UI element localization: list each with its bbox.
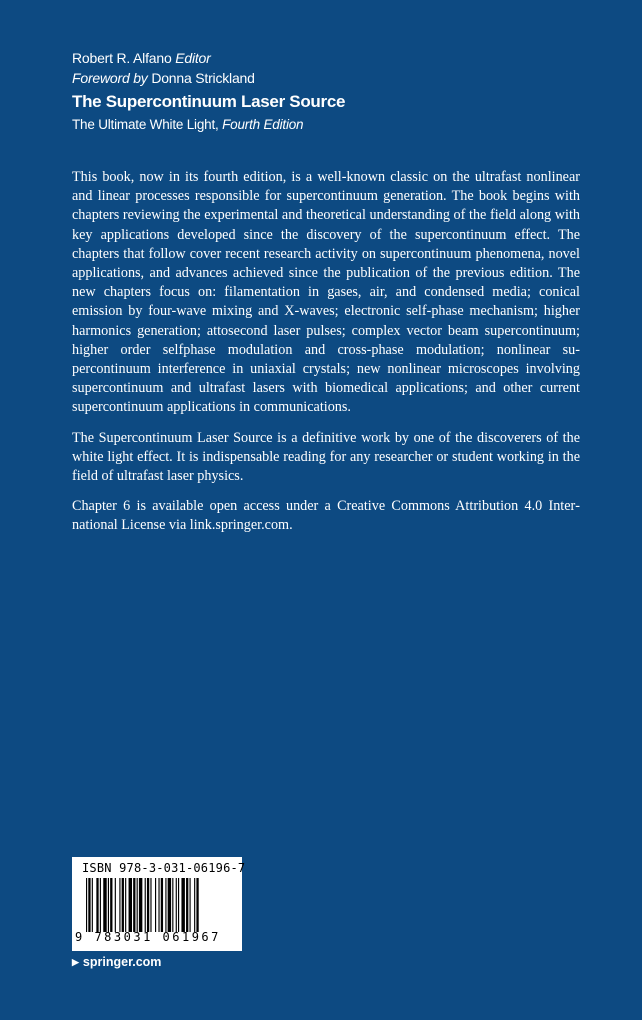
barcode-bars — [86, 878, 236, 932]
triangle-right-icon: ▶ — [72, 956, 79, 967]
editor-line — [72, 48, 592, 68]
foreword-line — [72, 68, 592, 88]
cover-header — [72, 48, 592, 135]
isbn-barcode — [72, 857, 246, 951]
editor-role: Editor — [175, 50, 211, 66]
blurb-paragraph-3: Chapter 6 is available open access under a Creative Commons Attribution 4.0 International License via link.springer.com. — [72, 498, 580, 534]
publisher-link[interactable] — [72, 955, 161, 969]
blurb-paragraph-2: The Supercontinuum Laser Source is a definitive work by one of the discoverers of the white light effect. It is indispensable reading for any researcher or student working in the field of ultrafast laser physics. — [72, 429, 580, 485]
subtitle-line — [72, 115, 592, 135]
blurb — [72, 168, 580, 547]
book-edition: Fourth Edition — [222, 117, 304, 132]
editor-name: Robert R. Alfano — [72, 50, 172, 66]
book-title: The Supercontinuum Laser Source — [72, 92, 346, 111]
isbn-number: ISBN 978-3-031-06196-7 — [82, 861, 246, 875]
blurb-paragraph-1: This book, now in its fourth edition, is a well-known classic on the ultrafast nonlinear and linear processes responsible for supercontinuum generation. The book begins with chapters reviewing the experimental and theoretical understanding of the field along with key applications developed since the discovery of the supercontinuum effect. The chapters that follow cover recent research activity on supercontinuum phenomena, novel applications, and advances achieved since the publication of the previous edition. The new chapters focus on: filamentation in gases, air, and condensed media; conical emission by four-wave mixing and X-waves; electronic self-phase mechanism; higher harmonics generation; attosecond laser pulses; complex vector beam supercontinuum; higher order selfphase modulation and cross-phase modulation; nonlinear supercontinuum interference in uniaxial crystals; new nonlinear microscopes involving supercontinuum and ultrafast lasers with biomedical applications; and other current supercontinuum applications in communications. — [72, 169, 580, 416]
barcode-digits: 9 783031 061967 — [75, 930, 221, 944]
publisher-url: springer.com — [82, 955, 162, 969]
book-subtitle: The Ultimate White Light, — [72, 117, 219, 132]
foreword-name: Donna Strickland — [151, 70, 255, 86]
foreword-label: Foreword by — [72, 70, 148, 86]
